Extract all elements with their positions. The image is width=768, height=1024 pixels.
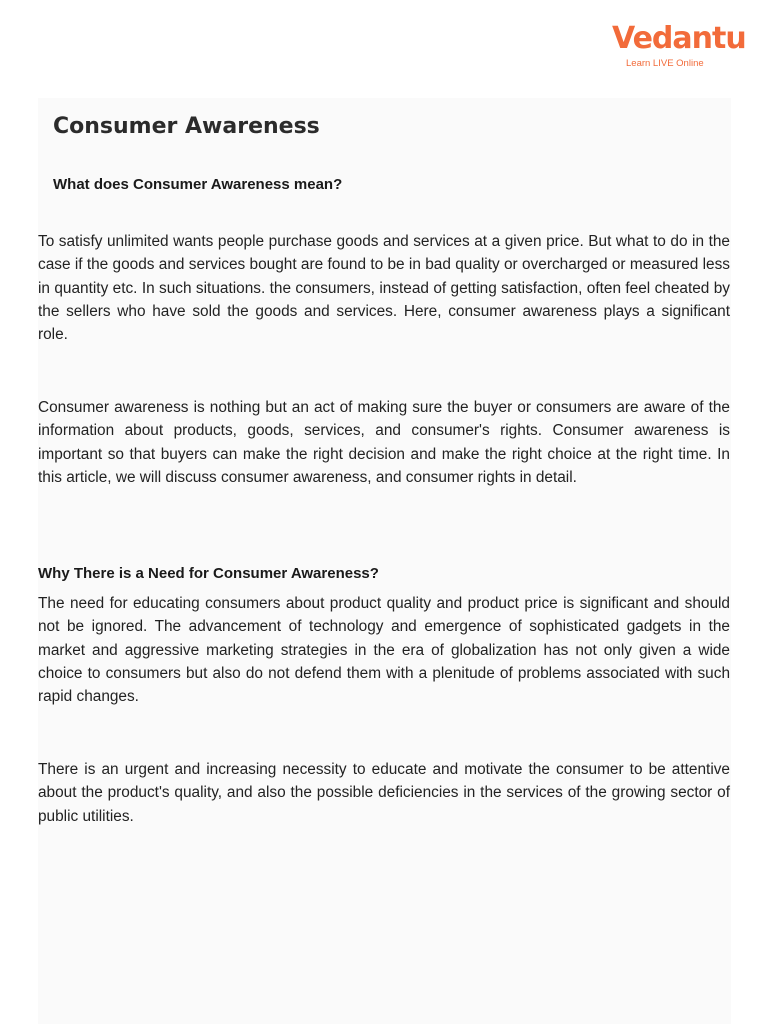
section-heading-meaning: What does Consumer Awareness mean? xyxy=(53,176,343,193)
paragraph-necessity: There is an urgent and increasing necessity to educate and motivate the consumer to be attentive about the product's quality, and also the possible deficiencies in the services of the growing sector of public utilities. xyxy=(38,761,730,825)
paragraph-need: The need for educating consumers about product quality and product price is significant and should not be ignored. The advancement of technology and emergence of sophisticated gadgets in the market and aggressive marketing strategies in the era of globalization has not only given a wide choice to consumers but also do not defend them with a plenitude of problems associated with such rapid changes. xyxy=(38,595,730,706)
page-title: Consumer Awareness xyxy=(53,114,320,139)
paragraph-definition: Consumer awareness is nothing but an act of making sure the buyer or consumers are aware of the information about products, goods, services, and consumer's rights. Consumer awareness is important so that buyers can make the right decision and make the right choice at the right time. In this article, we will discuss consumer awareness, and consumer rights in detail. xyxy=(38,399,730,486)
section-heading-need: Why There is a Need for Consumer Awareness? xyxy=(38,565,379,582)
logo-tagline: Learn LIVE Online xyxy=(626,58,704,69)
vedantu-logo xyxy=(612,21,746,72)
paragraph-intro: To satisfy unlimited wants people purchase goods and services at a given price. But what to do in the case if the goods and services bought are found to be in bad quality or overcharged or measured less in quantity etc. In such situations. the consumers, instead of getting satisfaction, often feel cheated by the sellers who have sold the goods and services. Here, consumer awareness plays a significant role. xyxy=(38,233,730,344)
logo-wordmark: Vedantu xyxy=(612,21,746,56)
